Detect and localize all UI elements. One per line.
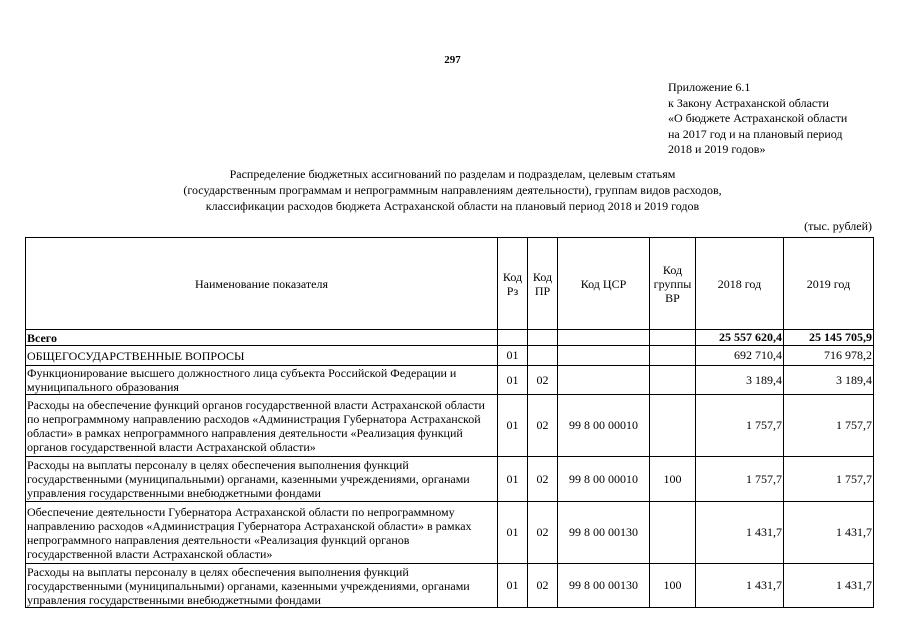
cell-name: Функционирование высшего должностного лица субъекта Российской Федерации и муниципального образования — [26, 366, 498, 395]
appendix-line: «О бюджете Астраханской области — [668, 111, 848, 125]
header-pr: Код ПР — [528, 238, 558, 330]
table-row — [26, 457, 874, 502]
cell-rz: 01 — [498, 366, 528, 395]
appendix-block — [668, 80, 898, 158]
cell-rz: 01 — [498, 395, 528, 457]
cell-pr — [528, 330, 558, 346]
cell-name: Обеспечение деятельности Губернатора Астраханской области по непрограммному направлению расходов «Администрация Губернатора Астраханской области» в рамках непрограммного направления деятельности «Реализация функций органов государственной власти Астраханской области» — [26, 502, 498, 564]
cell-pr: 02 — [528, 564, 558, 608]
table-row — [26, 366, 874, 395]
table-row — [26, 564, 874, 608]
header-rz: Код Рз — [498, 238, 528, 330]
cell-2018: 25 557 620,4 — [696, 330, 784, 346]
cell-name: Расходы на выплаты персоналу в целях обеспечения выполнения функций государственными (муниципальными) органами, казенными учреждениями, органами управления государственными внебюджетными фондами — [26, 564, 498, 608]
cell-name: Расходы на выплаты персоналу в целях обеспечения выполнения функций государственными (муниципальными) органами, казенными учреждениями, органами управления государственными внебюджетными фондами — [26, 457, 498, 502]
cell-rz — [498, 330, 528, 346]
table-row — [26, 346, 874, 366]
cell-vr — [650, 346, 696, 366]
page-number: 297 — [444, 54, 461, 66]
cell-2019: 716 978,2 — [784, 346, 874, 366]
cell-2018: 1 757,7 — [696, 395, 784, 457]
header-name: Наименование показателя — [26, 238, 498, 330]
cell-pr — [528, 346, 558, 366]
cell-2018: 692 710,4 — [696, 346, 784, 366]
appendix-line: на 2017 год и на плановый период — [668, 126, 843, 141]
cell-rz: 01 — [498, 502, 528, 564]
appendix-line: Приложение 6.1 — [668, 80, 751, 94]
cell-2019: 1 431,7 — [784, 502, 874, 564]
header-csr: Код ЦСР — [558, 238, 650, 330]
table-header-row — [26, 238, 874, 330]
cell-2018: 1 757,7 — [696, 457, 784, 502]
header-vr: Код группы ВР — [650, 238, 696, 330]
cell-vr — [650, 366, 696, 395]
cell-pr: 02 — [528, 366, 558, 395]
cell-2019: 1 757,7 — [784, 395, 874, 457]
units-label: (тыс. рублей) — [804, 219, 872, 233]
budget-table — [25, 237, 874, 608]
cell-csr — [558, 366, 650, 395]
cell-csr — [558, 346, 650, 366]
cell-pr: 02 — [528, 457, 558, 502]
cell-name: Расходы на обеспечение функций органов государственной власти Астраханской области по непрограммному направлению расходов «Администрация Губернатора Астраханской области» в рамках непрограммного направления деятельности «Реализация функций органов государственной власти Астраханской области» — [26, 395, 498, 457]
cell-csr — [558, 330, 650, 346]
cell-vr: 100 — [650, 457, 696, 502]
cell-vr — [650, 502, 696, 564]
appendix-line: 2018 и 2019 годов» — [668, 142, 766, 156]
cell-name: ОБЩЕГОСУДАРСТВЕННЫЕ ВОПРОСЫ — [26, 346, 498, 366]
cell-csr: 99 8 00 00010 — [558, 395, 650, 457]
cell-rz: 01 — [498, 346, 528, 366]
cell-rz: 01 — [498, 564, 528, 608]
cell-2018: 1 431,7 — [696, 502, 784, 564]
table-row — [26, 502, 874, 564]
cell-rz: 01 — [498, 457, 528, 502]
cell-vr: 100 — [650, 564, 696, 608]
table-row — [26, 330, 874, 346]
cell-2019: 25 145 705,9 — [784, 330, 874, 346]
cell-pr: 02 — [528, 502, 558, 564]
cell-vr — [650, 395, 696, 457]
cell-pr: 02 — [528, 395, 558, 457]
header-2019: 2019 год — [784, 238, 874, 330]
document-title — [0, 166, 905, 214]
title-line: (государственным программам и непрограммным направлениям деятельности), группам видов расходов, — [183, 183, 722, 197]
title-line: Распределение бюджетных ассигнований по разделам и подразделам, целевым статьям — [229, 167, 676, 181]
cell-2019: 1 431,7 — [784, 564, 874, 608]
appendix-line: к Закону Астраханской области — [668, 95, 829, 110]
cell-2018: 1 431,7 — [696, 564, 784, 608]
cell-csr: 99 8 00 00010 — [558, 457, 650, 502]
cell-2019: 3 189,4 — [784, 366, 874, 395]
title-line: классификации расходов бюджета Астраханской области на плановый период 2018 и 2019 годов — [205, 199, 700, 213]
cell-csr: 99 8 00 00130 — [558, 564, 650, 608]
table-row — [26, 395, 874, 457]
header-2018: 2018 год — [696, 238, 784, 330]
cell-vr — [650, 330, 696, 346]
cell-csr: 99 8 00 00130 — [558, 502, 650, 564]
cell-2019: 1 757,7 — [784, 457, 874, 502]
cell-name: Всего — [26, 330, 498, 346]
cell-2018: 3 189,4 — [696, 366, 784, 395]
